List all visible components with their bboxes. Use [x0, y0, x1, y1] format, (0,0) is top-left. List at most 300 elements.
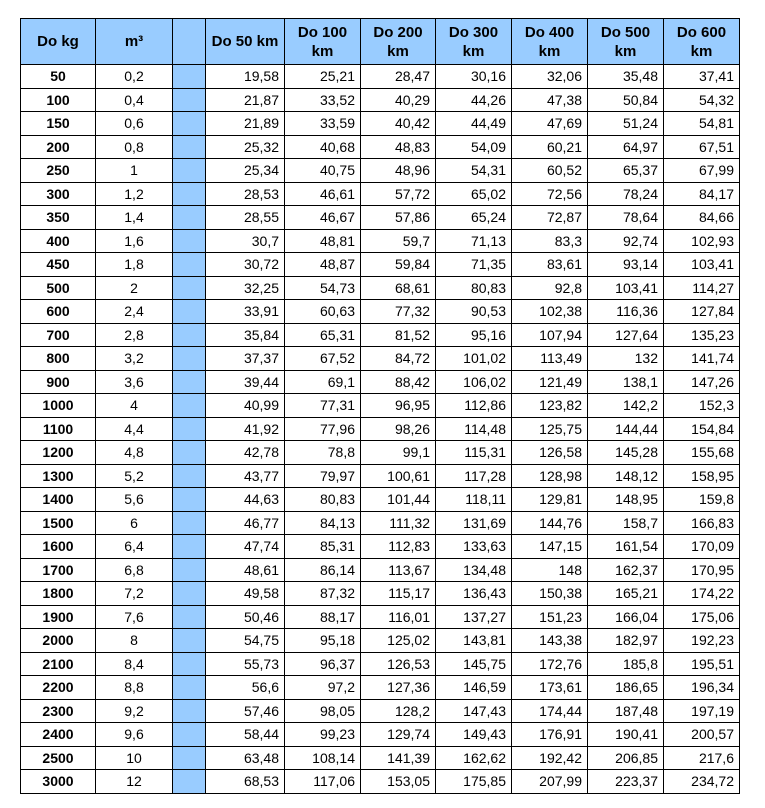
- price-cell: 67,51: [664, 135, 740, 159]
- price-cell: 48,83: [361, 135, 436, 159]
- price-cell: 128,2: [361, 699, 436, 723]
- price-cell: 95,16: [436, 323, 512, 347]
- price-cell: 190,41: [588, 723, 664, 747]
- price-cell: 79,97: [285, 464, 361, 488]
- table-row: [21, 253, 740, 277]
- price-cell: 81,52: [361, 323, 436, 347]
- price-cell: 50,46: [206, 605, 285, 629]
- volume-cell: 4: [96, 394, 173, 418]
- price-cell: 68,61: [361, 276, 436, 300]
- price-cell: 65,02: [436, 182, 512, 206]
- price-cell: 59,84: [361, 253, 436, 277]
- price-cell: 40,68: [285, 135, 361, 159]
- table-row: [21, 652, 740, 676]
- price-cell: 175,85: [436, 770, 512, 794]
- price-cell: 103,41: [588, 276, 664, 300]
- price-cell: 113,67: [361, 558, 436, 582]
- price-cell: 100,61: [361, 464, 436, 488]
- price-cell: 88,42: [361, 370, 436, 394]
- price-cell: 83,3: [512, 229, 588, 253]
- price-cell: 59,7: [361, 229, 436, 253]
- price-cell: 125,75: [512, 417, 588, 441]
- price-cell: 55,73: [206, 652, 285, 676]
- price-cell: 217,6: [664, 746, 740, 770]
- table-row: [21, 723, 740, 747]
- header-distance: Do 100 km: [285, 19, 361, 65]
- price-cell: 123,82: [512, 394, 588, 418]
- spacer-cell: [173, 229, 206, 253]
- price-cell: 182,97: [588, 629, 664, 653]
- price-cell: 149,43: [436, 723, 512, 747]
- price-cell: 143,81: [436, 629, 512, 653]
- price-cell: 158,7: [588, 511, 664, 535]
- price-cell: 99,1: [361, 441, 436, 465]
- price-cell: 144,76: [512, 511, 588, 535]
- spacer-cell: [173, 417, 206, 441]
- price-cell: 234,72: [664, 770, 740, 794]
- table-row: [21, 370, 740, 394]
- table-row: [21, 699, 740, 723]
- price-cell: 111,32: [361, 511, 436, 535]
- price-cell: 102,93: [664, 229, 740, 253]
- spacer-cell: [173, 488, 206, 512]
- price-cell: 41,92: [206, 417, 285, 441]
- spacer-cell: [173, 676, 206, 700]
- price-cell: 174,44: [512, 699, 588, 723]
- table-body: [21, 65, 740, 794]
- price-cell: 98,26: [361, 417, 436, 441]
- price-cell: 68,53: [206, 770, 285, 794]
- price-cell: 78,24: [588, 182, 664, 206]
- price-cell: 108,14: [285, 746, 361, 770]
- price-cell: 117,28: [436, 464, 512, 488]
- price-cell: 170,09: [664, 535, 740, 559]
- price-cell: 162,37: [588, 558, 664, 582]
- weight-cell: 100: [21, 88, 96, 112]
- weight-cell: 350: [21, 206, 96, 230]
- table-row: [21, 88, 740, 112]
- price-cell: 121,49: [512, 370, 588, 394]
- price-cell: 77,31: [285, 394, 361, 418]
- spacer-cell: [173, 770, 206, 794]
- price-cell: 54,32: [664, 88, 740, 112]
- price-cell: 83,61: [512, 253, 588, 277]
- price-cell: 116,36: [588, 300, 664, 324]
- price-cell: 40,99: [206, 394, 285, 418]
- price-cell: 92,8: [512, 276, 588, 300]
- header-row: [21, 19, 740, 65]
- price-cell: 57,86: [361, 206, 436, 230]
- spacer-cell: [173, 699, 206, 723]
- price-cell: 223,37: [588, 770, 664, 794]
- price-cell: 148: [512, 558, 588, 582]
- price-cell: 114,27: [664, 276, 740, 300]
- weight-cell: 2100: [21, 652, 96, 676]
- price-cell: 102,38: [512, 300, 588, 324]
- price-cell: 153,05: [361, 770, 436, 794]
- price-cell: 106,02: [436, 370, 512, 394]
- spacer-cell: [173, 441, 206, 465]
- weight-cell: 1400: [21, 488, 96, 512]
- price-cell: 42,78: [206, 441, 285, 465]
- volume-cell: 0,4: [96, 88, 173, 112]
- price-cell: 146,59: [436, 676, 512, 700]
- price-cell: 56,6: [206, 676, 285, 700]
- price-cell: 143,38: [512, 629, 588, 653]
- price-cell: 60,21: [512, 135, 588, 159]
- volume-cell: 0,8: [96, 135, 173, 159]
- table-row: [21, 347, 740, 371]
- weight-cell: 1600: [21, 535, 96, 559]
- header-distance: Do 600 km: [664, 19, 740, 65]
- weight-cell: 400: [21, 229, 96, 253]
- price-cell: 196,34: [664, 676, 740, 700]
- price-cell: 132: [588, 347, 664, 371]
- price-cell: 113,49: [512, 347, 588, 371]
- weight-cell: 800: [21, 347, 96, 371]
- price-cell: 162,62: [436, 746, 512, 770]
- spacer-cell: [173, 206, 206, 230]
- price-cell: 33,91: [206, 300, 285, 324]
- price-cell: 21,87: [206, 88, 285, 112]
- price-cell: 47,69: [512, 112, 588, 136]
- table-row: [21, 746, 740, 770]
- spacer-cell: [173, 112, 206, 136]
- weight-cell: 600: [21, 300, 96, 324]
- price-cell: 175,06: [664, 605, 740, 629]
- price-cell: 60,63: [285, 300, 361, 324]
- price-cell: 67,52: [285, 347, 361, 371]
- weight-cell: 200: [21, 135, 96, 159]
- price-cell: 85,31: [285, 535, 361, 559]
- price-cell: 107,94: [512, 323, 588, 347]
- price-cell: 32,25: [206, 276, 285, 300]
- volume-cell: 7,6: [96, 605, 173, 629]
- price-cell: 48,61: [206, 558, 285, 582]
- price-cell: 58,44: [206, 723, 285, 747]
- price-cell: 67,99: [664, 159, 740, 183]
- price-cell: 72,56: [512, 182, 588, 206]
- price-cell: 99,23: [285, 723, 361, 747]
- price-cell: 30,16: [436, 65, 512, 89]
- table-row: [21, 535, 740, 559]
- price-cell: 40,42: [361, 112, 436, 136]
- table-row: [21, 394, 740, 418]
- table-row: [21, 182, 740, 206]
- price-cell: 47,38: [512, 88, 588, 112]
- price-cell: 148,12: [588, 464, 664, 488]
- price-cell: 159,8: [664, 488, 740, 512]
- price-cell: 33,52: [285, 88, 361, 112]
- weight-cell: 1300: [21, 464, 96, 488]
- spacer-cell: [173, 159, 206, 183]
- price-cell: 71,35: [436, 253, 512, 277]
- price-cell: 98,05: [285, 699, 361, 723]
- spacer-cell: [173, 276, 206, 300]
- price-cell: 87,32: [285, 582, 361, 606]
- volume-cell: 8,4: [96, 652, 173, 676]
- price-cell: 138,1: [588, 370, 664, 394]
- price-cell: 147,43: [436, 699, 512, 723]
- volume-cell: 2,8: [96, 323, 173, 347]
- price-cell: 44,49: [436, 112, 512, 136]
- price-cell: 155,68: [664, 441, 740, 465]
- rate-table: [20, 18, 740, 794]
- table-row: [21, 276, 740, 300]
- price-cell: 25,32: [206, 135, 285, 159]
- spacer-cell: [173, 370, 206, 394]
- price-cell: 185,8: [588, 652, 664, 676]
- volume-cell: 9,2: [96, 699, 173, 723]
- price-cell: 86,14: [285, 558, 361, 582]
- spacer-cell: [173, 511, 206, 535]
- price-cell: 48,87: [285, 253, 361, 277]
- volume-cell: 2,4: [96, 300, 173, 324]
- price-cell: 101,44: [361, 488, 436, 512]
- price-cell: 187,48: [588, 699, 664, 723]
- table-row: [21, 464, 740, 488]
- price-cell: 54,09: [436, 135, 512, 159]
- price-cell: 65,24: [436, 206, 512, 230]
- volume-cell: 2: [96, 276, 173, 300]
- weight-cell: 1200: [21, 441, 96, 465]
- price-cell: 28,55: [206, 206, 285, 230]
- price-cell: 46,61: [285, 182, 361, 206]
- price-cell: 35,48: [588, 65, 664, 89]
- price-cell: 206,85: [588, 746, 664, 770]
- table-row: [21, 511, 740, 535]
- price-cell: 51,24: [588, 112, 664, 136]
- price-cell: 126,53: [361, 652, 436, 676]
- price-cell: 90,53: [436, 300, 512, 324]
- price-cell: 44,26: [436, 88, 512, 112]
- price-cell: 129,81: [512, 488, 588, 512]
- weight-cell: 1900: [21, 605, 96, 629]
- spacer-cell: [173, 323, 206, 347]
- price-cell: 46,77: [206, 511, 285, 535]
- price-cell: 44,63: [206, 488, 285, 512]
- table-row: [21, 441, 740, 465]
- price-cell: 48,81: [285, 229, 361, 253]
- price-cell: 114,48: [436, 417, 512, 441]
- price-cell: 19,58: [206, 65, 285, 89]
- price-cell: 117,06: [285, 770, 361, 794]
- price-cell: 84,72: [361, 347, 436, 371]
- volume-cell: 9,6: [96, 723, 173, 747]
- price-cell: 65,31: [285, 323, 361, 347]
- price-cell: 47,74: [206, 535, 285, 559]
- weight-cell: 50: [21, 65, 96, 89]
- price-cell: 127,84: [664, 300, 740, 324]
- price-cell: 50,84: [588, 88, 664, 112]
- weight-cell: 1800: [21, 582, 96, 606]
- weight-cell: 3000: [21, 770, 96, 794]
- price-cell: 84,17: [664, 182, 740, 206]
- table-row: [21, 323, 740, 347]
- price-cell: 54,75: [206, 629, 285, 653]
- spacer-cell: [173, 88, 206, 112]
- spacer-cell: [173, 394, 206, 418]
- price-cell: 93,14: [588, 253, 664, 277]
- price-cell: 28,47: [361, 65, 436, 89]
- price-cell: 101,02: [436, 347, 512, 371]
- volume-cell: 6: [96, 511, 173, 535]
- table-row: [21, 582, 740, 606]
- table-row: [21, 135, 740, 159]
- price-cell: 150,38: [512, 582, 588, 606]
- price-cell: 129,74: [361, 723, 436, 747]
- price-cell: 147,26: [664, 370, 740, 394]
- weight-cell: 2400: [21, 723, 96, 747]
- price-cell: 33,59: [285, 112, 361, 136]
- price-cell: 35,84: [206, 323, 285, 347]
- price-cell: 95,18: [285, 629, 361, 653]
- price-cell: 54,73: [285, 276, 361, 300]
- price-cell: 77,32: [361, 300, 436, 324]
- volume-cell: 1,4: [96, 206, 173, 230]
- volume-cell: 8: [96, 629, 173, 653]
- price-cell: 32,06: [512, 65, 588, 89]
- price-cell: 71,13: [436, 229, 512, 253]
- weight-cell: 1100: [21, 417, 96, 441]
- price-cell: 40,75: [285, 159, 361, 183]
- price-cell: 48,96: [361, 159, 436, 183]
- price-cell: 195,51: [664, 652, 740, 676]
- price-cell: 112,86: [436, 394, 512, 418]
- price-cell: 60,52: [512, 159, 588, 183]
- spacer-cell: [173, 558, 206, 582]
- header-distance: Do 50 km: [206, 19, 285, 65]
- table-row: [21, 206, 740, 230]
- price-cell: 69,1: [285, 370, 361, 394]
- price-cell: 173,61: [512, 676, 588, 700]
- weight-cell: 2200: [21, 676, 96, 700]
- volume-cell: 1,2: [96, 182, 173, 206]
- header-distance: Do 500 km: [588, 19, 664, 65]
- price-cell: 136,43: [436, 582, 512, 606]
- price-cell: 141,39: [361, 746, 436, 770]
- price-cell: 200,57: [664, 723, 740, 747]
- volume-cell: 4,8: [96, 441, 173, 465]
- price-cell: 166,04: [588, 605, 664, 629]
- header-spacer: [173, 19, 206, 65]
- price-cell: 78,64: [588, 206, 664, 230]
- price-cell: 84,13: [285, 511, 361, 535]
- price-cell: 172,76: [512, 652, 588, 676]
- volume-cell: 10: [96, 746, 173, 770]
- spacer-cell: [173, 629, 206, 653]
- price-cell: 118,11: [436, 488, 512, 512]
- price-cell: 133,63: [436, 535, 512, 559]
- price-cell: 28,53: [206, 182, 285, 206]
- price-cell: 78,8: [285, 441, 361, 465]
- spacer-cell: [173, 347, 206, 371]
- price-cell: 80,83: [436, 276, 512, 300]
- price-cell: 115,17: [361, 582, 436, 606]
- spacer-cell: [173, 723, 206, 747]
- price-cell: 145,28: [588, 441, 664, 465]
- table-row: [21, 488, 740, 512]
- price-cell: 57,72: [361, 182, 436, 206]
- weight-cell: 1500: [21, 511, 96, 535]
- spacer-cell: [173, 746, 206, 770]
- price-cell: 151,23: [512, 605, 588, 629]
- weight-cell: 1700: [21, 558, 96, 582]
- price-cell: 96,37: [285, 652, 361, 676]
- price-cell: 161,54: [588, 535, 664, 559]
- price-cell: 37,37: [206, 347, 285, 371]
- price-cell: 49,58: [206, 582, 285, 606]
- price-cell: 25,34: [206, 159, 285, 183]
- price-cell: 37,41: [664, 65, 740, 89]
- spacer-cell: [173, 65, 206, 89]
- volume-cell: 3,2: [96, 347, 173, 371]
- spacer-cell: [173, 464, 206, 488]
- price-cell: 39,44: [206, 370, 285, 394]
- price-cell: 166,83: [664, 511, 740, 535]
- price-cell: 40,29: [361, 88, 436, 112]
- spacer-cell: [173, 182, 206, 206]
- table-row: [21, 605, 740, 629]
- spacer-cell: [173, 652, 206, 676]
- table-row: [21, 629, 740, 653]
- table-row: [21, 159, 740, 183]
- price-cell: 77,96: [285, 417, 361, 441]
- price-cell: 103,41: [664, 253, 740, 277]
- weight-cell: 2000: [21, 629, 96, 653]
- price-cell: 127,36: [361, 676, 436, 700]
- price-cell: 197,19: [664, 699, 740, 723]
- table-row: [21, 676, 740, 700]
- price-cell: 158,95: [664, 464, 740, 488]
- price-cell: 148,95: [588, 488, 664, 512]
- weight-cell: 300: [21, 182, 96, 206]
- table-row: [21, 229, 740, 253]
- price-cell: 25,21: [285, 65, 361, 89]
- volume-cell: 8,8: [96, 676, 173, 700]
- price-cell: 43,77: [206, 464, 285, 488]
- rate-table-container: [20, 18, 740, 794]
- table-row: [21, 770, 740, 794]
- volume-cell: 7,2: [96, 582, 173, 606]
- price-cell: 145,75: [436, 652, 512, 676]
- price-cell: 207,99: [512, 770, 588, 794]
- volume-cell: 6,4: [96, 535, 173, 559]
- volume-cell: 1,6: [96, 229, 173, 253]
- price-cell: 131,69: [436, 511, 512, 535]
- price-cell: 165,21: [588, 582, 664, 606]
- spacer-cell: [173, 582, 206, 606]
- price-cell: 112,83: [361, 535, 436, 559]
- weight-cell: 2500: [21, 746, 96, 770]
- table-row: [21, 417, 740, 441]
- price-cell: 135,23: [664, 323, 740, 347]
- price-cell: 65,37: [588, 159, 664, 183]
- price-cell: 57,46: [206, 699, 285, 723]
- price-cell: 152,3: [664, 394, 740, 418]
- header-distance: Do 300 km: [436, 19, 512, 65]
- weight-cell: 2300: [21, 699, 96, 723]
- price-cell: 63,48: [206, 746, 285, 770]
- volume-cell: 0,2: [96, 65, 173, 89]
- price-cell: 176,91: [512, 723, 588, 747]
- weight-cell: 450: [21, 253, 96, 277]
- volume-cell: 3,6: [96, 370, 173, 394]
- price-cell: 137,27: [436, 605, 512, 629]
- price-cell: 72,87: [512, 206, 588, 230]
- price-cell: 30,72: [206, 253, 285, 277]
- volume-cell: 1: [96, 159, 173, 183]
